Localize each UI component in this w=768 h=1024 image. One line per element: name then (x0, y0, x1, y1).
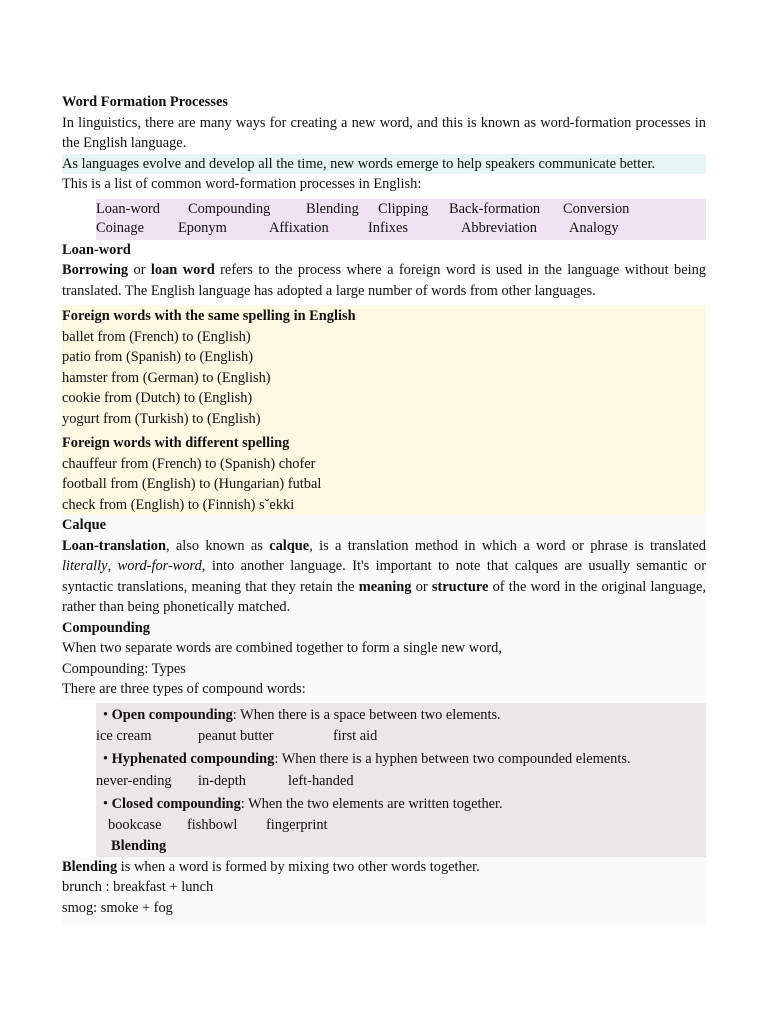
example-line: patio from (Spanish) to (English) (62, 349, 254, 365)
compound-example: bookcase (108, 817, 162, 833)
compound-type-item: • Hyphenated compounding: When there is a hyphen between two compounded elements. (96, 747, 706, 770)
process-list-row (96, 219, 706, 239)
calque-definition: Loan-translation, also known as calque, is a translation method in which a word or phrase is translated literally, word-for-word, into another language. It's important to note that calques are usually semantic or syntactic translations, meaning that they retain the meaning or structure of the word in the original language, rather than being phonetically matched. (62, 537, 706, 615)
process-item: Compounding (188, 200, 271, 217)
example-line: football from (English) to (Hungarian) futbal (62, 476, 322, 492)
compound-examples-row (62, 770, 706, 792)
blending-section (62, 857, 706, 927)
document-page (62, 92, 706, 926)
bullet: • (102, 751, 108, 767)
compound-example: peanut butter (198, 728, 274, 744)
process-item: Back-formation (449, 200, 541, 217)
term-loan-word: loan word (150, 262, 215, 278)
process-item: Affixation (269, 220, 329, 236)
compounding-types-label: Compounding: Types (62, 660, 186, 677)
process-item: Coinage (96, 220, 144, 236)
example-line: chauffeur from (French) to (Spanish) chofer (62, 455, 316, 472)
compound-type-item: • Open compounding: When there is a space between two elements. (96, 703, 706, 726)
process-item: Loan-word (96, 200, 160, 217)
compound-example: left-handed (288, 772, 354, 789)
section-heading-loanword: Loan-word (62, 241, 131, 258)
example-line: yogurt from (Turkish) to (English) (62, 410, 261, 427)
compound-type-item: • Closed compounding: When the two elements are written together. (96, 792, 706, 815)
process-list-row (96, 200, 706, 220)
intro-paragraph: In linguistics, there are many ways for creating a new word, and this is known as word-formation processes in the English language. (62, 114, 706, 151)
example-line: cookie from (Dutch) to (English) (62, 390, 253, 406)
process-item: Conversion (563, 200, 630, 217)
calque-section (62, 515, 706, 700)
subheading-same-spelling: Foreign words with the same spelling in English (62, 308, 356, 324)
process-item: Eponym (178, 220, 227, 236)
example-line: ballet from (French) to (English) (62, 328, 251, 345)
compound-example: ice cream (96, 728, 152, 744)
example-line: check from (English) to (Finnish) sˇekki (62, 496, 295, 513)
bullet: • (102, 795, 108, 812)
process-item: Abbreviation (461, 220, 537, 236)
compound-example: never-ending (96, 772, 172, 789)
process-list-box (96, 199, 706, 240)
compound-types-box (62, 703, 706, 857)
process-item: Blending (306, 200, 359, 217)
compound-example: fingerprint (266, 817, 328, 833)
process-item: Clipping (378, 200, 429, 217)
example-line: hamster from (German) to (English) (62, 369, 271, 386)
page-title: Word Formation Processes (62, 94, 228, 110)
intro-list-lead: This is a list of common word-formation processes in English: (62, 176, 422, 192)
example-line: brunch : breakfast + lunch (62, 879, 214, 895)
compound-example: fishbowl (187, 817, 238, 833)
term-borrowing: Borrowing (62, 262, 129, 278)
compounding-definition: When two separate words are combined together to form a single new word, (62, 640, 502, 656)
compound-examples-row (96, 814, 706, 836)
process-item: Analogy (569, 220, 619, 236)
section-heading-calque: Calque (62, 517, 106, 533)
bullet: • (102, 706, 108, 723)
section-heading-compounding: Compounding (62, 619, 150, 636)
example-line: smog: smoke + fog (62, 899, 173, 916)
loanword-definition: Borrowing or loan word refers to the process where a foreign word is used in the language without being translated. The English language has adopted a large number of words from other languages. (62, 262, 706, 299)
intro-highlight: As languages evolve and develop all the time, new words emerge to help speakers communicate better. (62, 154, 706, 175)
blending-subheading: Blending (111, 838, 167, 854)
blending-definition: Blending is when a word is formed by mixing two other words together. (62, 858, 480, 875)
compounding-types-lead: There are three types of compound words: (62, 681, 306, 697)
loanword-examples-box (62, 305, 706, 515)
subheading-different-spelling: Foreign words with different spelling (62, 435, 290, 451)
compound-example: in-depth (198, 772, 246, 789)
compound-examples-row (62, 725, 706, 747)
compound-example: first aid (333, 728, 378, 744)
process-item: Infixes (368, 220, 408, 236)
